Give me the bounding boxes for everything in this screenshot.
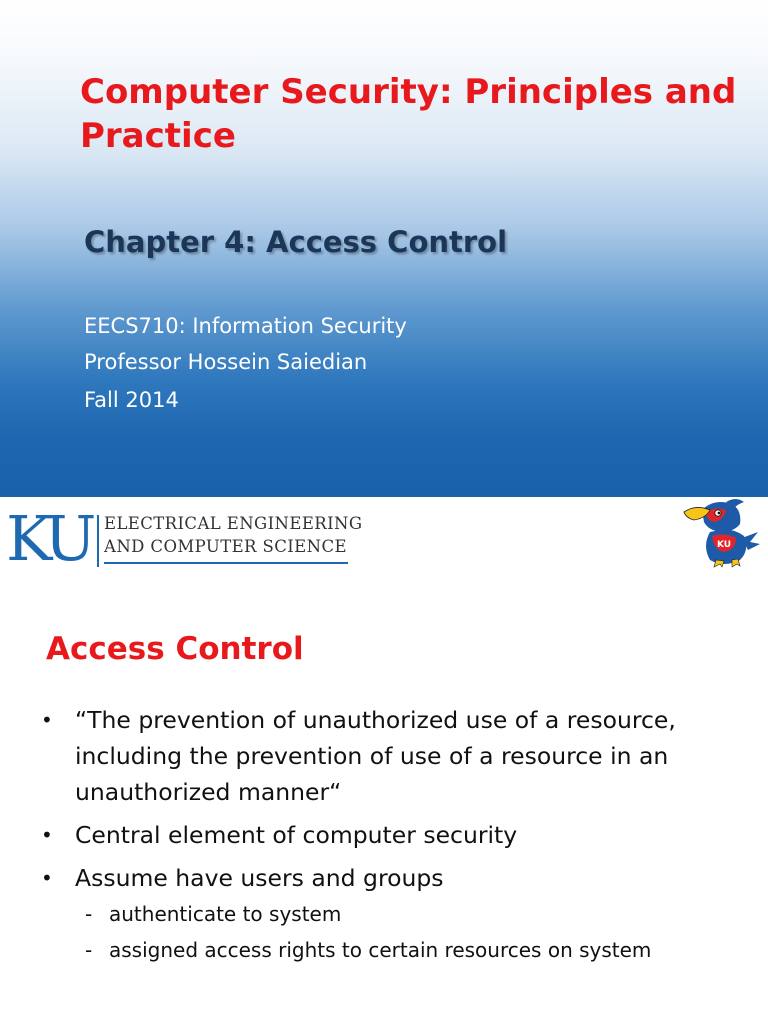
content-slide-title: Access Control [46, 631, 304, 667]
sub-list-item [75, 932, 756, 968]
deck-title: Computer Security: Principles and Practice [80, 72, 737, 156]
list-item [36, 817, 756, 853]
sub-bullet-text: assigned access rights to certain resources on system [109, 938, 652, 962]
sub-list-item [75, 896, 756, 932]
chapter-title: Chapter 4: Access Control [84, 225, 508, 259]
sub-bullet-marker: - [85, 938, 93, 962]
department-line-1: ELECTRICAL ENGINEERING [104, 514, 363, 533]
list-item [36, 702, 756, 810]
title-slide [0, 0, 768, 497]
bullet-marker: • [41, 823, 53, 847]
bullet-text: Central element of computer security [75, 821, 518, 849]
professor-name: Professor Hossein Saiedian [84, 350, 368, 374]
mascot-ku-text: KU [716, 540, 732, 550]
bullet-text: “The prevention of unauthorized use of a resource, including the prevention of use of a resource in an unauthorized manner“ [75, 706, 676, 806]
sub-bullet-marker: - [85, 902, 93, 926]
department-line-2: AND COMPUTER SCIENCE [104, 537, 347, 556]
course-name: EECS710: Information Security [84, 314, 407, 338]
logo-divider [97, 515, 99, 567]
jayhawk-logo-icon [680, 498, 762, 568]
semester: Fall 2014 [84, 388, 179, 412]
sub-bullet-list [75, 896, 756, 968]
bullet-text: Assume have users and groups [75, 864, 444, 892]
department-underline [104, 562, 348, 564]
bullet-marker: • [41, 866, 53, 890]
ku-logo: KU [6, 502, 91, 575]
sub-bullet-text: authenticate to system [109, 902, 342, 926]
list-item [36, 860, 756, 968]
bullet-marker: • [41, 708, 53, 732]
bullet-list [36, 702, 756, 975]
